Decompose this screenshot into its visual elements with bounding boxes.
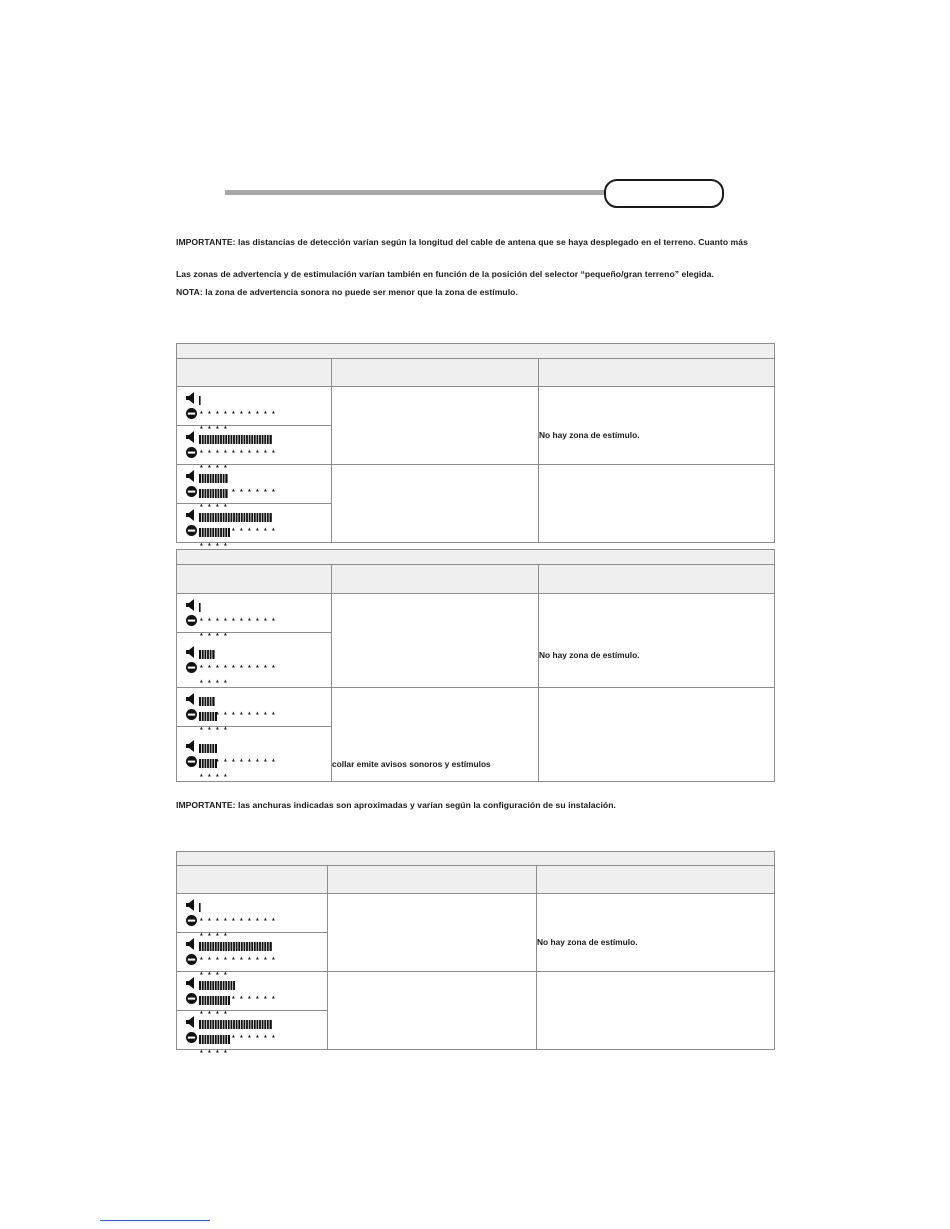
level-ticks: [199, 917, 279, 921]
header-cell-stim: [537, 866, 775, 894]
beep-level-bar: [199, 693, 215, 701]
beep-zone-cell: [328, 894, 537, 972]
page-tab-pill: [604, 179, 724, 208]
beep-level-scale: [199, 749, 277, 752]
level-display: [177, 426, 332, 465]
stim-level-bar: [199, 992, 230, 1000]
beep-level-bar: [199, 431, 272, 439]
beep-level-bar: [199, 646, 215, 654]
stim-zone-cell: No hay zona de estímulo.: [539, 387, 775, 465]
stim-zone-cell: [539, 688, 775, 782]
no-entry-icon: [186, 1030, 197, 1048]
no-entry-icon: [186, 613, 197, 631]
zones-note: Las zonas de advertencia y de estimulación varían también en función de la posición del selector “pequeño/gran terreno” elegida.: [176, 269, 714, 279]
beep-level-bar: [199, 740, 217, 748]
stim-level-scale: [199, 923, 277, 926]
important-note-1: IMPORTANTE: las distancias de detección varían según la longitud del cable de antena que se haya desplegado en el terreno. Cuanto más: [176, 237, 748, 247]
stim-zone-cell: [537, 972, 775, 1050]
stim-level-bar: [199, 485, 228, 493]
beep-level-scale: [199, 655, 277, 658]
header-rule: [225, 190, 615, 195]
level-display: [177, 504, 332, 543]
beep-zone-cell: [328, 972, 537, 1050]
beep-level-scale: [199, 908, 277, 911]
beep-level-scale: [199, 518, 277, 521]
header-cell-display: [177, 565, 332, 594]
no-entry-icon: [186, 445, 197, 463]
nota-note: NOTA: la zona de advertencia sonora no puede ser menor que la zona de estímulo.: [176, 287, 518, 297]
no-entry-icon: [186, 952, 197, 970]
stim-level-bar: [199, 524, 230, 532]
beep-level-bar: [199, 599, 201, 607]
important-note-2: IMPORTANTE: las anchuras indicadas son aproximadas y varían según la configuración de su instalación.: [176, 800, 616, 810]
header-cell-stim: [539, 359, 775, 387]
range-table-1: [176, 343, 775, 543]
range-table-3: [176, 851, 775, 1050]
no-entry-icon: [186, 991, 197, 1009]
stim-zone-cell: No hay zona de estímulo.: [539, 594, 775, 688]
beep-level-scale: [199, 608, 277, 611]
level-ticks: [199, 1049, 279, 1053]
beep-zone-cell: [332, 465, 539, 543]
header-cell-beep: [328, 866, 537, 894]
beep-level-scale: [199, 1025, 277, 1028]
footer-link-underline: [100, 1220, 210, 1221]
no-entry-icon: [186, 484, 197, 502]
stim-level-scale: [199, 1040, 277, 1043]
level-display: [177, 633, 332, 688]
beep-level-scale: [199, 401, 277, 404]
level-ticks: [199, 449, 279, 453]
table-title-row: [177, 852, 775, 866]
level-ticks: [199, 956, 279, 960]
no-entry-icon: [186, 523, 197, 541]
level-display: [177, 387, 332, 426]
header-cell-stim: [539, 565, 775, 594]
level-display: [177, 594, 332, 633]
no-entry-icon: [186, 660, 197, 678]
stim-level-bar: [199, 708, 217, 716]
level-display: [177, 465, 332, 504]
stim-level-scale: [199, 962, 277, 965]
no-entry-icon: [186, 707, 197, 725]
beep-level-bar: [199, 938, 272, 946]
beep-zone-cell: [332, 387, 539, 465]
stim-level-scale: [199, 623, 277, 626]
beep-level-scale: [199, 702, 277, 705]
level-display: [177, 894, 328, 933]
beep-level-bar: [199, 392, 201, 400]
range-table-2: [176, 549, 775, 782]
beep-level-bar: [199, 1016, 272, 1024]
beep-zone-cell: [332, 594, 539, 688]
header-cell-display: [177, 866, 328, 894]
stim-level-scale: [199, 1001, 277, 1004]
stim-level-scale: [199, 494, 277, 497]
level-ticks: [199, 617, 279, 621]
stim-level-scale: [199, 764, 277, 767]
beep-level-bar: [199, 509, 272, 517]
stim-level-bar: [199, 755, 217, 763]
table-title-row: [177, 550, 775, 565]
level-display: [177, 972, 328, 1011]
level-ticks: [199, 679, 279, 683]
stim-level-scale: [199, 416, 277, 419]
beep-level-scale: [199, 947, 277, 950]
level-ticks: [199, 410, 279, 414]
no-entry-icon: [186, 913, 197, 931]
stim-zone-cell: [539, 465, 775, 543]
stim-level-scale: [199, 670, 277, 673]
beep-level-scale: [199, 440, 277, 443]
beep-level-bar: [199, 470, 228, 478]
stim-level-scale: [199, 717, 277, 720]
stim-level-scale: [199, 455, 277, 458]
stim-zone-cell: No hay zona de estímulo.: [537, 894, 775, 972]
beep-level-bar: [199, 977, 235, 985]
table-title-row: [177, 344, 775, 359]
beep-level-scale: [199, 986, 277, 989]
level-display: [177, 933, 328, 972]
level-ticks: [199, 542, 279, 546]
beep-zone-cell: collar emite avisos sonoros y estímulos: [332, 688, 539, 782]
level-ticks: [199, 773, 279, 777]
no-entry-icon: [186, 754, 197, 772]
beep-level-bar: [199, 899, 201, 907]
beep-level-scale: [199, 479, 277, 482]
header-cell-beep: [332, 565, 539, 594]
stim-level-scale: [199, 533, 277, 536]
level-display: [177, 1011, 328, 1050]
header-cell-beep: [332, 359, 539, 387]
header-cell-display: [177, 359, 332, 387]
stim-level-bar: [199, 1031, 230, 1039]
level-ticks: [199, 664, 279, 668]
no-entry-icon: [186, 406, 197, 424]
level-display: [177, 727, 332, 782]
level-display: [177, 688, 332, 727]
